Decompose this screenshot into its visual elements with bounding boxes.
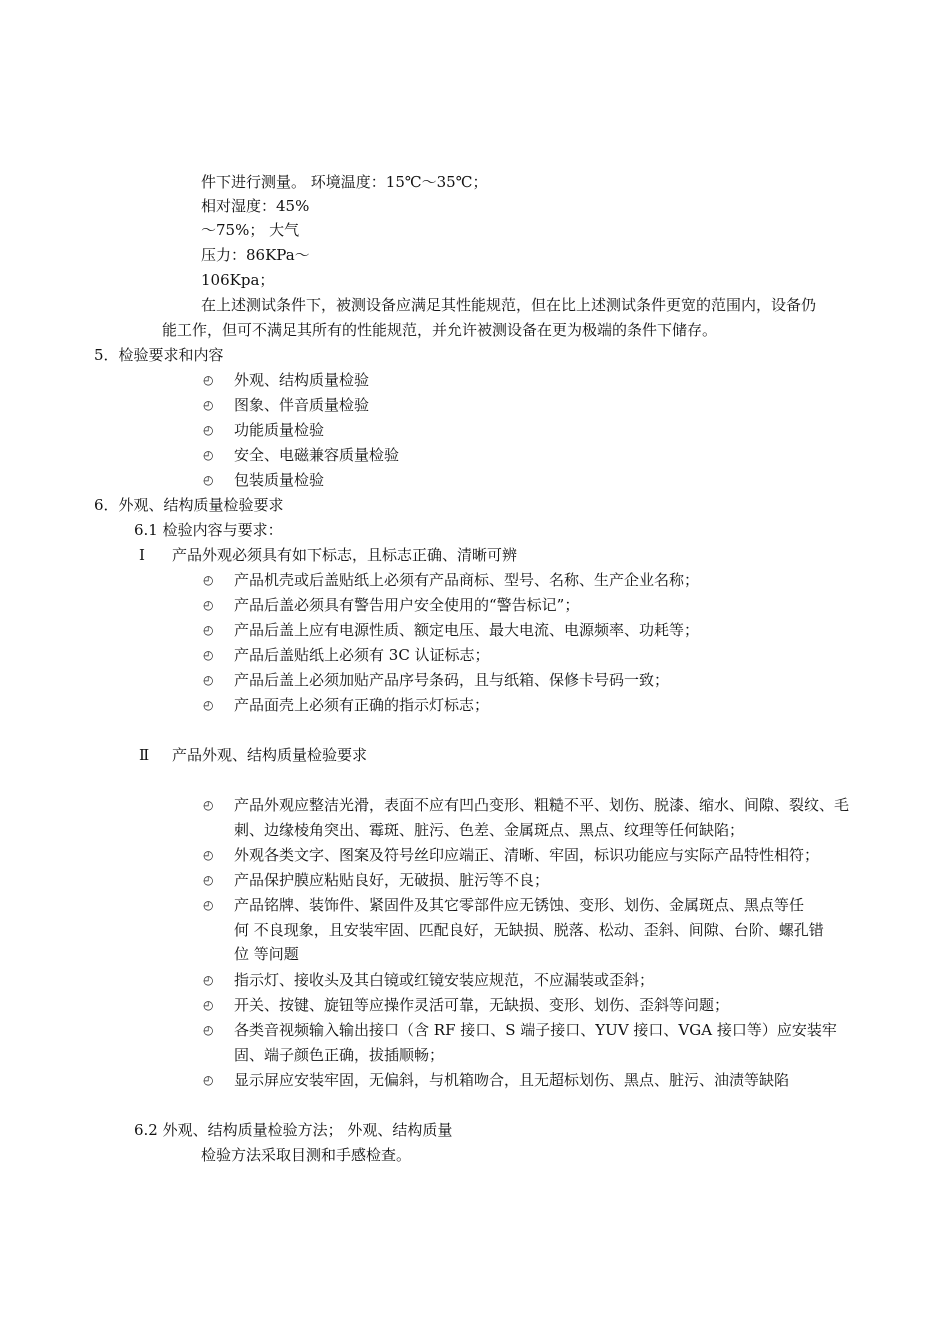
bullet-icon: ◴ [203, 1073, 214, 1087]
part-1-item: 产品后盖贴纸上必须有 3C 认证标志； [234, 646, 490, 664]
bullet-icon: ◴ [203, 423, 214, 437]
part-2-item-1-line-1: 产品外观应整洁光滑，表面不应有凹凸变形、粗糙不平、划伤、脱漆、缩水、间隙、裂纹、毛 [234, 796, 850, 814]
part-2-item-4-line-1: 产品铭牌、装饰件、紧固件及其它零部件应无锈蚀、变形、划伤、金属斑点、黑点等任 [234, 896, 805, 914]
part-1-item: 产品机壳或后盖贴纸上必须有产品商标、型号、名称、生产企业名称； [234, 571, 700, 589]
part-2-item-4-line-2: 何 不良现象，且安装牢固、匹配良好，无缺损、脱落、松动、歪斜、间隙、台阶、螺孔错 [234, 921, 824, 939]
part-2-item-4-line-3: 位 等问题 [234, 945, 299, 963]
env-line-4: 压力：86KPa～ [201, 246, 310, 264]
bullet-icon: ◴ [203, 673, 214, 687]
part-2-numeral: Ⅱ [139, 746, 150, 764]
section-6-2-body: 检验方法采取目测和手感检查。 [201, 1146, 412, 1164]
section-5-item: 包装质量检验 [234, 471, 325, 489]
section-5-item: 功能质量检验 [234, 421, 325, 439]
part-2-item-7-line-2: 固、端子颜色正确，拔插顺畅； [234, 1046, 445, 1064]
bullet-icon: ◴ [203, 973, 214, 987]
env-line-1: 件下进行测量。 环境温度：15℃～35℃； [201, 173, 488, 191]
bullet-icon: ◴ [203, 698, 214, 712]
section-5-item: 安全、电磁兼容质量检验 [234, 446, 400, 464]
bullet-icon: ◴ [203, 398, 214, 412]
bullet-icon: ◴ [203, 648, 214, 662]
part-2-item-6: 开关、按键、旋钮等应操作灵活可靠，无缺损、变形、划伤、歪斜等问题； [234, 996, 730, 1014]
part-2-item-8: 显示屏应安装牢固，无偏斜，与机箱吻合，且无超标划伤、黑点、脏污、油渍等缺陷 [234, 1071, 790, 1089]
section-5-heading: 5．检验要求和内容 [94, 346, 224, 364]
part-2-item-2: 外观各类文字、图案及符号丝印应端正、清晰、牢固，标识功能应与实际产品特性相符； [234, 846, 820, 864]
bullet-icon: ◴ [203, 373, 214, 387]
bullet-icon: ◴ [203, 598, 214, 612]
part-1-item: 产品后盖必须具有警告用户安全使用的“警告标记”； [234, 596, 580, 614]
bullet-icon: ◴ [203, 848, 214, 862]
part-2-item-7-line-1: 各类音视频输入输出接口（含 RF 接口、S 端子接口、YUV 接口、VGA 接口等）应安装牢 [234, 1021, 837, 1039]
env-line-5: 106Kpa； [201, 271, 275, 289]
bullet-icon: ◴ [203, 873, 214, 887]
env-paragraph-line-2: 能工作，但可不满足其所有的性能规范，并允许被测设备在更为极端的条件下储存。 [162, 321, 718, 339]
part-1-item: 产品面壳上必须有正确的指示灯标志； [234, 696, 490, 714]
part-1-item: 产品后盖上应有电源性质、额定电压、最大电流、电源频率、功耗等； [234, 621, 700, 639]
bullet-icon: ◴ [203, 573, 214, 587]
part-2-item-5: 指示灯、接收头及其白镜或红镜安装应规范，不应漏装或歪斜； [234, 971, 655, 989]
env-line-2: 相对湿度：45% [201, 197, 310, 215]
section-6-2-heading: 6.2 外观、结构质量检验方法； 外观、结构质量 [134, 1121, 453, 1139]
bullet-icon: ◴ [203, 998, 214, 1012]
bullet-icon: ◴ [203, 623, 214, 637]
part-2-title: 产品外观、结构质量检验要求 [172, 746, 368, 764]
part-2-item-3: 产品保护膜应粘贴良好，无破损、脏污等不良； [234, 871, 550, 889]
env-paragraph-line-1: 在上述测试条件下，被测设备应满足其性能规范，但在比上述测试条件更宽的范围内，设备仍 [201, 296, 817, 314]
part-1-item: 产品后盖上必须加贴产品序号条码，且与纸箱、保修卡号码一致； [234, 671, 670, 689]
section-6-heading: 6．外观、结构质量检验要求 [94, 496, 284, 514]
part-1-numeral: Ⅰ [139, 546, 145, 564]
env-line-3: ～75%； 大气 [201, 221, 300, 239]
part-2-item-1-line-2: 刺、边缘棱角突出、霉斑、脏污、色差、金属斑点、黑点、纹理等任何缺陷； [234, 821, 745, 839]
bullet-icon: ◴ [203, 1023, 214, 1037]
bullet-icon: ◴ [203, 798, 214, 812]
bullet-icon: ◴ [203, 473, 214, 487]
part-1-title: 产品外观必须具有如下标志，且标志正确、清晰可辨 [172, 546, 518, 564]
bullet-icon: ◴ [203, 898, 214, 912]
section-5-item: 外观、结构质量检验 [234, 371, 370, 389]
section-6-1-heading: 6.1 检验内容与要求： [134, 521, 283, 539]
bullet-icon: ◴ [203, 448, 214, 462]
section-5-item: 图象、伴音质量检验 [234, 396, 370, 414]
